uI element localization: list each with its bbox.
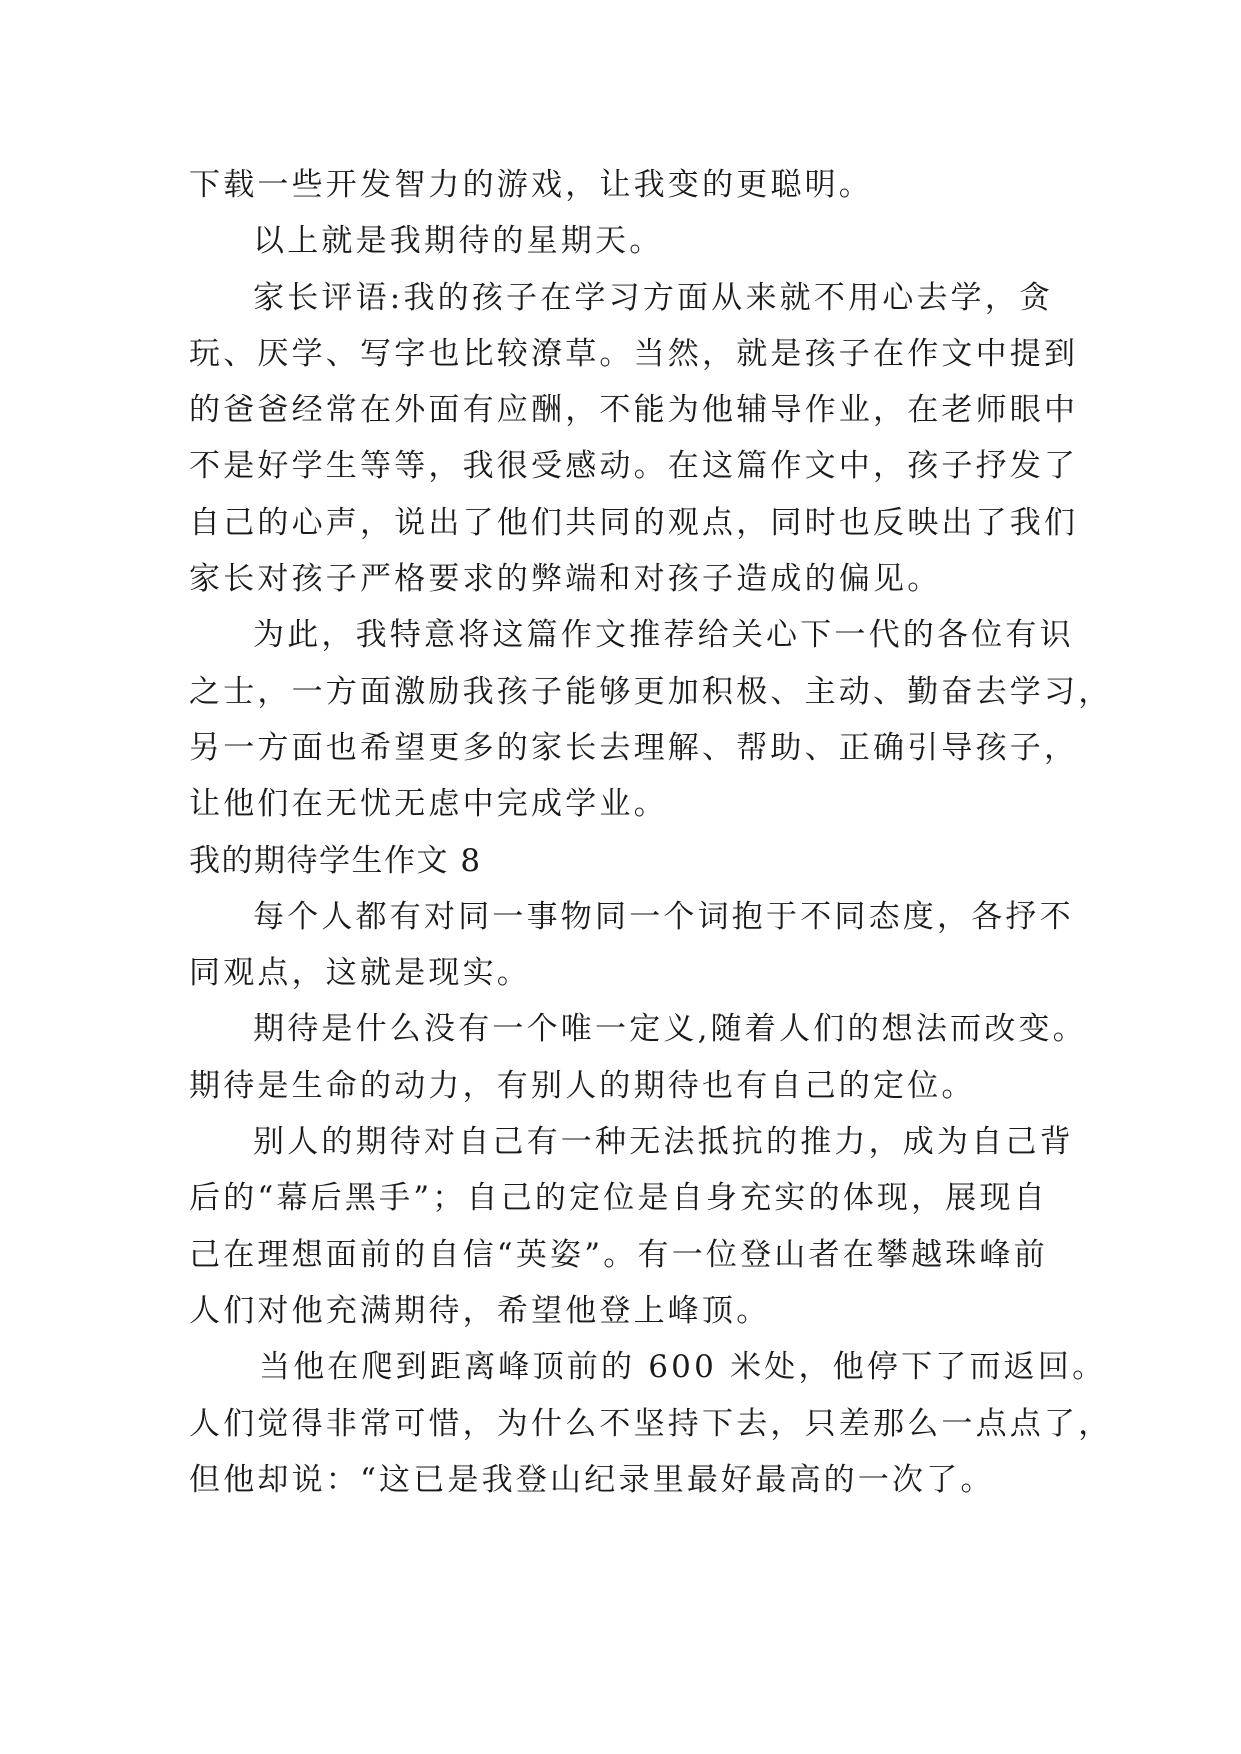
section-heading: 我的期待学生作文 8 <box>189 842 482 879</box>
text-line: 别人的期待对自己有一种无法抵抗的推力，成为自己背 <box>253 1124 1074 1161</box>
text-line: 但他却说：“这已是我登山纪录里最好最高的一次了。 <box>189 1461 995 1498</box>
text-line: 己在理想面前的自信“英姿”。有一位登山者在攀越珠峰前 <box>189 1236 1048 1273</box>
text-line: 家长对孩子严格要求的弊端和对孩子造成的偏见。 <box>189 561 942 598</box>
text-line: 人们觉得非常可惜，为什么不坚持下去，只差那么一点点了， <box>189 1405 1113 1442</box>
text-line: 不是好学生等等，我很受感动。在这篇作文中，孩子抒发了 <box>189 448 1079 485</box>
text-line: 另一方面也希望更多的家长去理解、帮助、正确引导孩子， <box>189 729 1079 766</box>
text-line: 让他们在无忧无虑中完成学业。 <box>189 786 668 823</box>
text-line: 以上就是我期待的星期天。 <box>253 223 664 260</box>
text-line: 的爸爸经常在外面有应酬，不能为他辅导作业，在老师眼中 <box>189 392 1079 429</box>
text-line: 下载一些开发智力的游戏，让我变的更聪明。 <box>189 167 873 203</box>
text-line: 同观点，这就是现实。 <box>189 955 531 992</box>
text-line: 人们对他充满期待，希望他登上峰顶。 <box>189 1292 771 1329</box>
text-line: 期待是什么没有一个唯一定义,随着人们的想法而改变。 <box>253 1011 1087 1048</box>
text-line: 为此，我特意将这篇作文推荐给关心下一代的各位有识 <box>253 617 1074 654</box>
text-line: 每个人都有对同一事物同一个词抱于不同态度，各抒不 <box>253 898 1074 935</box>
text-line: 家长评语:我的孩子在学习方面从来就不用心去学，贪 <box>253 279 1054 316</box>
text-line: 自己的心声，说出了他们共同的观点，同时也反映出了我们 <box>189 504 1079 541</box>
text-line: 玩、厌学、写字也比较潦草。当然，就是孩子在作文中提到 <box>189 335 1079 372</box>
text-line: 后的“幕后黑手”；自己的定位是自身充实的体现，展现自 <box>189 1180 1048 1217</box>
text-line: 之士，一方面激励我孩子能够更加积极、主动、勤奋去学习， <box>189 673 1113 710</box>
text-line: 当他在爬到距离峰顶前的 600 米处，他停下了而返回。 <box>259 1349 1107 1386</box>
text-line: 期待是生命的动力，有别人的期待也有自己的定位。 <box>189 1067 976 1104</box>
document-body <box>189 157 1113 1508</box>
